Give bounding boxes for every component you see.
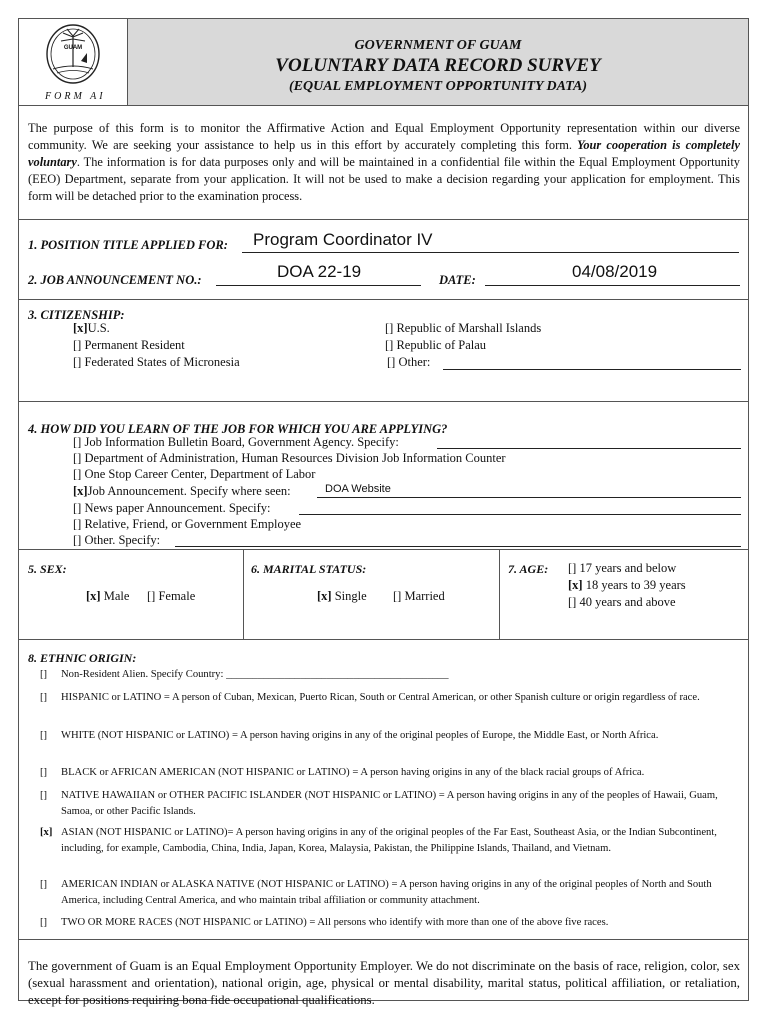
survey-subtitle: (EQUAL EMPLOYMENT OPPORTUNITY DATA) bbox=[288, 79, 587, 94]
checkbox-checked[interactable]: [x] bbox=[73, 484, 88, 498]
date-line bbox=[485, 285, 740, 286]
job-source-relative[interactable] bbox=[73, 517, 301, 532]
citizenship-us-label: U.S. bbox=[87, 321, 110, 335]
checkbox[interactable]: [] bbox=[40, 917, 48, 928]
citizenship-us[interactable] bbox=[73, 321, 110, 336]
permanent-resident-label: Permanent Resident bbox=[84, 338, 185, 352]
job-source-bulletin[interactable] bbox=[73, 435, 399, 450]
ethnic-two-or-more[interactable] bbox=[42, 915, 727, 931]
position-title-line bbox=[242, 252, 739, 253]
ethnic-origin-label: 8. ETHNIC ORIGIN: bbox=[28, 651, 137, 665]
intro-part2: . The information is for data purposes only and will be maintained in a confidential file within the Equal Employment Opportunity (EEO) Department, separate from your application. It will not be used to make a decision regarding your application for employment. This form will be detached prior to the examination process. bbox=[28, 155, 740, 203]
marital-single[interactable] bbox=[317, 589, 367, 604]
announcement-value[interactable]: DOA Website bbox=[325, 483, 391, 495]
age-17-below[interactable] bbox=[568, 561, 676, 576]
checkbox[interactable]: [] bbox=[73, 501, 82, 515]
citizenship-permanent-resident[interactable] bbox=[73, 338, 185, 353]
checkbox[interactable]: [] bbox=[73, 517, 82, 531]
citizenship-marshall[interactable] bbox=[385, 321, 541, 336]
form-frame bbox=[18, 18, 749, 1007]
announcement-label: Job Announcement. Specify where seen: bbox=[87, 484, 291, 498]
job-announcement-label: 2. JOB ANNOUNCEMENT NO.: bbox=[28, 273, 202, 287]
checkbox[interactable]: [] bbox=[73, 338, 82, 352]
checkbox[interactable]: [] bbox=[147, 589, 156, 603]
checkbox[interactable]: [] bbox=[40, 730, 48, 741]
citizenship-label: 3. CITIZENSHIP: bbox=[28, 308, 125, 322]
checkbox[interactable]: [] bbox=[568, 595, 577, 609]
checkbox[interactable]: [] bbox=[40, 692, 48, 703]
checkbox-checked[interactable]: [x] bbox=[317, 589, 332, 603]
hispanic-text: HISPANIC or LATINO = A person of Cuban, Mexican, Puerto Rican, South or Central American, or other Spanish culture or origin regardless of race. bbox=[61, 692, 700, 703]
job-source-doa-counter[interactable] bbox=[73, 451, 506, 466]
checkbox[interactable]: [] bbox=[387, 355, 396, 369]
job-announcement-line bbox=[216, 285, 421, 286]
sex-male[interactable] bbox=[86, 589, 129, 604]
position-title-label: 1. POSITION TITLE APPLIED FOR: bbox=[28, 238, 228, 252]
female-label: Female bbox=[158, 589, 196, 603]
married-label: Married bbox=[404, 589, 445, 603]
intro-part1: The purpose of this form is to monitor the Affirmative Action and Equal Employment Opportunity representation within our diverse community. We are seeking your assistance to help us in this effort by accurately completing this form. bbox=[28, 121, 740, 152]
citizenship-other-line[interactable] bbox=[443, 369, 741, 370]
nonresident-text: Non-Resident Alien. Specify Country: __________________________________________ bbox=[61, 669, 449, 680]
marshall-label: Republic of Marshall Islands bbox=[396, 321, 542, 335]
intro-section bbox=[19, 105, 748, 220]
citizenship-palau[interactable] bbox=[385, 338, 486, 353]
checkbox[interactable]: [] bbox=[385, 321, 394, 335]
ethnic-nonresident[interactable] bbox=[42, 667, 727, 683]
relative-label: Relative, Friend, or Government Employee bbox=[84, 517, 302, 531]
fsm-label: Federated States of Micronesia bbox=[84, 355, 240, 369]
checkbox[interactable]: [] bbox=[40, 669, 48, 680]
job-source-section bbox=[19, 401, 748, 550]
job-source-one-stop[interactable] bbox=[73, 467, 315, 482]
newspaper-label: News paper Announcement. Specify: bbox=[84, 501, 271, 515]
column-divider bbox=[243, 549, 244, 639]
job-source-newspaper[interactable] bbox=[73, 501, 271, 516]
sex-marital-age-section bbox=[19, 549, 748, 640]
date-value[interactable]: 04/08/2019 bbox=[572, 262, 658, 281]
black-text: BLACK or AFRICAN AMERICAN (NOT HISPANIC or LATINO) = A person having origins in any of the black racial groups of Africa. bbox=[61, 767, 645, 778]
checkbox[interactable]: [] bbox=[73, 435, 82, 449]
government-title: GOVERNMENT OF GUAM bbox=[354, 38, 522, 53]
age-40-above[interactable] bbox=[568, 595, 676, 610]
citizenship-other[interactable] bbox=[387, 355, 430, 370]
age-18-39[interactable] bbox=[568, 578, 686, 593]
seal-text: GUAM bbox=[63, 45, 83, 51]
job-source-label: 4. HOW DID YOU LEARN OF THE JOB FOR WHICH YOU ARE APPLYING? bbox=[28, 422, 448, 436]
checkbox[interactable]: [] bbox=[40, 767, 48, 778]
age-label: 7. AGE: bbox=[508, 562, 549, 576]
checkbox-checked[interactable]: [x] bbox=[40, 827, 53, 838]
ethnic-asian[interactable] bbox=[42, 825, 727, 857]
job-source-other[interactable] bbox=[73, 533, 160, 548]
single-label: Single bbox=[334, 589, 367, 603]
checkbox-checked[interactable]: [x] bbox=[73, 321, 88, 335]
age-18-39-label: 18 years to 39 years bbox=[585, 578, 686, 592]
guam-seal-icon bbox=[43, 23, 103, 85]
checkbox[interactable]: [] bbox=[73, 451, 82, 465]
position-title-value[interactable]: Program Coordinator IV bbox=[253, 230, 433, 249]
job-other-line[interactable] bbox=[175, 546, 741, 547]
announcement-line bbox=[317, 497, 741, 498]
checkbox[interactable]: [] bbox=[40, 790, 48, 801]
checkbox[interactable]: [] bbox=[40, 879, 48, 890]
palau-label: Republic of Palau bbox=[396, 338, 487, 352]
two-or-more-text: TWO OR MORE RACES (NOT HISPANIC or LATINO) = All persons who identify with more than one of the above five races. bbox=[61, 917, 609, 928]
checkbox[interactable]: [] bbox=[73, 533, 82, 547]
ethnic-pacific-islander[interactable] bbox=[42, 788, 727, 820]
checkbox[interactable]: [] bbox=[73, 355, 82, 369]
doa-counter-label: Department of Administration, Human Resources Division Job Information Counter bbox=[84, 451, 506, 465]
white-text: WHITE (NOT HISPANIC or LATINO) = A person having origins in any of the original peoples of Europe, the Middle East, or North Africa. bbox=[61, 730, 659, 741]
bulletin-label: Job Information Bulletin Board, Government Agency. Specify: bbox=[84, 435, 399, 449]
age-40-label: 40 years and above bbox=[579, 595, 676, 609]
eeo-statement: The government of Guam is an Equal Employment Opportunity Employer. We do not discriminate on the basis of race, religion, color, sex (sexual harassment and orientation), national origin, age, physical or mental disability, marital status, political affiliation, or retaliation, except for positions requiring bona fide occupational qualifications. bbox=[28, 959, 740, 1007]
column-divider bbox=[499, 549, 500, 639]
logo-box bbox=[19, 19, 128, 105]
marital-married[interactable] bbox=[393, 589, 445, 604]
title-box bbox=[128, 19, 748, 105]
american-indian-text: AMERICAN INDIAN or ALASKA NATIVE (NOT HISPANIC or LATINO) = A person having origins in any of the original peoples of North and South America, including Central America, and who maintain tribal affiliation or community attachment. bbox=[61, 879, 712, 906]
intro-emphasis: Your cooperation is completely voluntary bbox=[28, 138, 740, 169]
form-header bbox=[19, 19, 748, 106]
job-other-label: Other. Specify: bbox=[84, 533, 161, 547]
ethnic-origin-section bbox=[19, 639, 748, 940]
checkbox-checked[interactable]: [x] bbox=[568, 578, 583, 592]
survey-title: VOLUNTARY DATA RECORD SURVEY bbox=[275, 55, 601, 76]
checkbox[interactable]: [] bbox=[393, 589, 402, 603]
bulletin-line[interactable] bbox=[437, 448, 741, 449]
newspaper-line[interactable] bbox=[299, 514, 741, 515]
checkbox[interactable]: [] bbox=[73, 467, 82, 481]
ethnic-black[interactable] bbox=[42, 765, 727, 781]
form-id: FORM AI bbox=[45, 91, 106, 102]
one-stop-label: One Stop Career Center, Department of Labor bbox=[84, 467, 316, 481]
sex-female[interactable] bbox=[147, 589, 195, 604]
ethnic-american-indian[interactable] bbox=[42, 877, 727, 909]
position-section bbox=[19, 219, 748, 300]
ethnic-hispanic[interactable] bbox=[42, 690, 727, 706]
checkbox-checked[interactable]: [x] bbox=[86, 589, 101, 603]
other-label: Other: bbox=[398, 355, 431, 369]
marital-status-label: 6. MARITAL STATUS: bbox=[251, 562, 367, 576]
checkbox[interactable]: [] bbox=[385, 338, 394, 352]
sex-label: 5. SEX: bbox=[28, 562, 67, 576]
ethnic-white[interactable] bbox=[42, 728, 727, 744]
asian-text: ASIAN (NOT HISPANIC or LATINO)= A person having origins in any of the original peoples of the Far East, Southeast Asia, or the Indian Subcontinent, including, for example, Cambodia, China, India, Japan, Korea, Malaysia, Pakistan, the Philippine Islands, Thailand, and Vietnam. bbox=[61, 827, 717, 854]
citizenship-section bbox=[19, 299, 748, 402]
job-announcement-value[interactable]: DOA 22-19 bbox=[277, 262, 362, 281]
citizenship-fsm[interactable] bbox=[73, 355, 240, 370]
age-17-label: 17 years and below bbox=[579, 561, 677, 575]
checkbox[interactable]: [] bbox=[568, 561, 577, 575]
intro-paragraph bbox=[28, 120, 740, 205]
male-label: Male bbox=[103, 589, 130, 603]
date-label: DATE: bbox=[439, 273, 476, 287]
job-source-announcement[interactable] bbox=[73, 484, 291, 499]
pacific-islander-text: NATIVE HAWAIIAN or OTHER PACIFIC ISLANDER (NOT HISPANIC or LATINO) = A person having origins in any of the peoples of Hawaii, Guam, Samoa, or other Pacific Islands. bbox=[61, 790, 718, 817]
